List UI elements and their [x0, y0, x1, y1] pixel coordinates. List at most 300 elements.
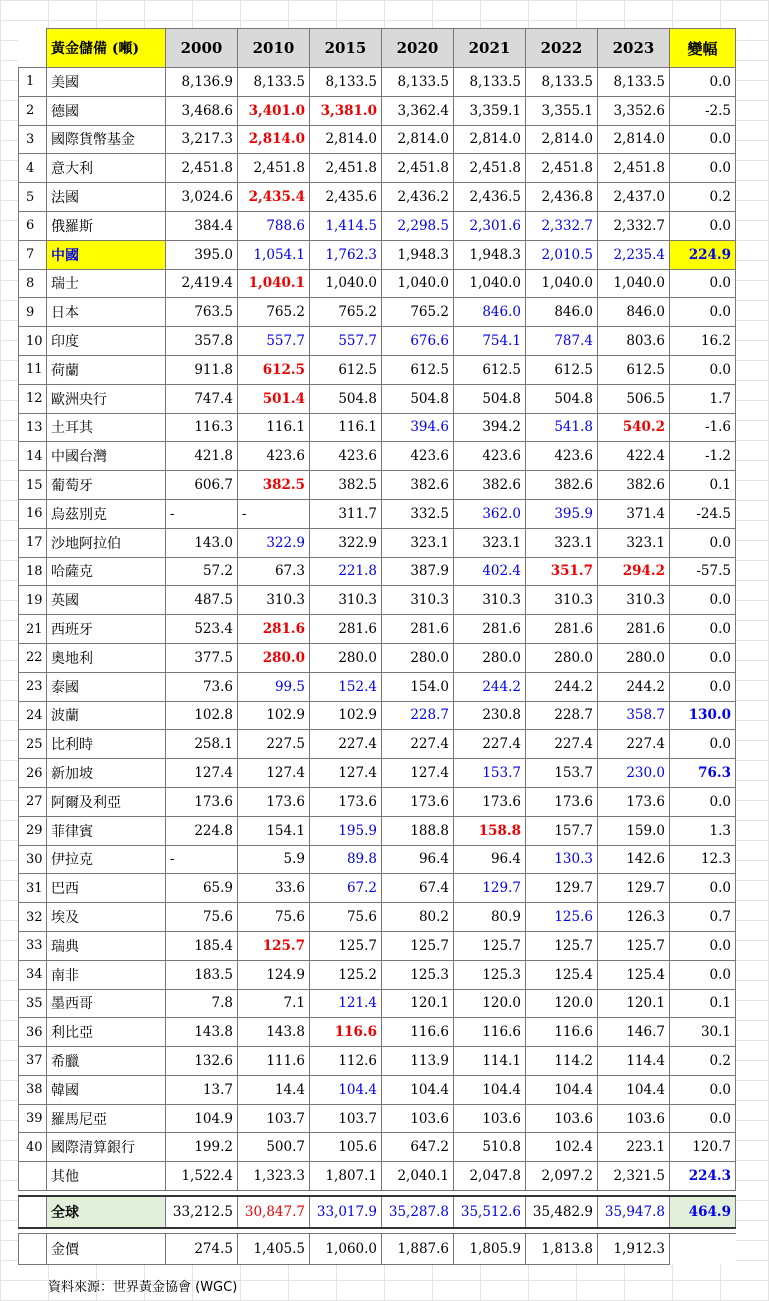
change-cell: 0.0	[670, 1104, 736, 1133]
value-cell: 2,451.8	[382, 154, 454, 183]
row-index: 34	[19, 960, 47, 989]
row-name: 金價	[47, 1234, 166, 1265]
row-name: 其他	[47, 1162, 166, 1191]
header-year: 2010	[238, 29, 310, 68]
value-cell: 423.6	[238, 442, 310, 471]
value-cell: 280.0	[454, 643, 526, 672]
value-cell: 2,435.6	[310, 183, 382, 212]
change-cell: 0.2	[670, 1047, 736, 1076]
value-cell: 102.9	[310, 701, 382, 730]
change-cell: 224.3	[670, 1162, 736, 1191]
row-index: 18	[19, 557, 47, 586]
value-cell: 104.4	[310, 1075, 382, 1104]
row-name: 中國	[47, 240, 166, 269]
value-cell: 423.6	[454, 442, 526, 471]
row-name: 奧地利	[47, 643, 166, 672]
value-cell: 103.7	[238, 1104, 310, 1133]
table-row	[19, 240, 736, 269]
value-cell: 323.1	[598, 528, 670, 557]
value-cell: 1,805.9	[454, 1234, 526, 1265]
value-cell: 73.6	[166, 672, 238, 701]
value-cell: 612.5	[310, 355, 382, 384]
value-cell: 1,040.0	[310, 269, 382, 298]
row-index: 12	[19, 384, 47, 413]
value-cell: 124.9	[238, 960, 310, 989]
value-cell: 371.4	[598, 499, 670, 528]
value-cell: 67.4	[382, 874, 454, 903]
row-name: 沙地阿拉伯	[47, 528, 166, 557]
change-cell: 76.3	[670, 759, 736, 788]
value-cell: 116.1	[238, 413, 310, 442]
row-index: 13	[19, 413, 47, 442]
row-index	[19, 1234, 47, 1265]
value-cell: 541.8	[526, 413, 598, 442]
value-cell: 394.2	[454, 413, 526, 442]
value-cell: 114.4	[598, 1047, 670, 1076]
table-row	[19, 989, 736, 1018]
change-cell: 0.1	[670, 989, 736, 1018]
value-cell: 387.9	[382, 557, 454, 586]
value-cell: 8,133.5	[598, 68, 670, 97]
value-cell: 116.1	[310, 413, 382, 442]
value-cell: 294.2	[598, 557, 670, 586]
header-title: 黃金儲備 (噸)	[47, 29, 166, 68]
value-cell: 125.3	[382, 960, 454, 989]
row-name: 美國	[47, 68, 166, 97]
table-row	[19, 154, 736, 183]
value-cell: 227.4	[454, 730, 526, 759]
value-cell: 103.7	[310, 1104, 382, 1133]
value-cell: 362.0	[454, 499, 526, 528]
value-cell: 310.3	[238, 586, 310, 615]
row-index: 38	[19, 1075, 47, 1104]
value-cell: 125.2	[310, 960, 382, 989]
row-name: 荷蘭	[47, 355, 166, 384]
value-cell: 65.9	[166, 874, 238, 903]
value-cell: 421.8	[166, 442, 238, 471]
table-row	[19, 586, 736, 615]
change-cell: 0.0	[670, 730, 736, 759]
row-index: 21	[19, 615, 47, 644]
table-row	[19, 1104, 736, 1133]
value-cell: 173.6	[454, 787, 526, 816]
change-cell: 0.7	[670, 903, 736, 932]
value-cell: 1,323.3	[238, 1162, 310, 1191]
row-index: 8	[19, 269, 47, 298]
value-cell: 2,451.8	[310, 154, 382, 183]
row-name: 羅馬尼亞	[47, 1104, 166, 1133]
value-cell: 67.2	[310, 874, 382, 903]
row-index: 22	[19, 643, 47, 672]
header-year: 2022	[526, 29, 598, 68]
table-row	[19, 557, 736, 586]
value-cell: 647.2	[382, 1133, 454, 1162]
value-cell: 3,355.1	[526, 96, 598, 125]
row-index: 33	[19, 931, 47, 960]
value-cell: 14.4	[238, 1075, 310, 1104]
value-cell: 280.0	[526, 643, 598, 672]
value-cell: 102.8	[166, 701, 238, 730]
value-cell: 120.1	[598, 989, 670, 1018]
value-cell: 244.2	[598, 672, 670, 701]
table-row	[19, 471, 736, 500]
value-cell: 280.0	[382, 643, 454, 672]
value-cell: 423.6	[382, 442, 454, 471]
value-cell: 2,451.8	[454, 154, 526, 183]
table-row	[19, 298, 736, 327]
value-cell: 199.2	[166, 1133, 238, 1162]
row-name: 歐洲央行	[47, 384, 166, 413]
value-cell: 2,332.7	[526, 211, 598, 240]
value-cell: 1,405.5	[238, 1234, 310, 1265]
change-cell: 0.0	[670, 125, 736, 154]
change-cell: 224.9	[670, 240, 736, 269]
change-cell: 1.3	[670, 816, 736, 845]
value-cell: 384.4	[166, 211, 238, 240]
value-cell: 129.7	[526, 874, 598, 903]
value-cell: 224.8	[166, 816, 238, 845]
value-cell: 8,133.5	[238, 68, 310, 97]
value-cell: 125.7	[598, 931, 670, 960]
row-name: 印度	[47, 327, 166, 356]
value-cell: 96.4	[382, 845, 454, 874]
value-cell: 188.8	[382, 816, 454, 845]
value-cell: 557.7	[310, 327, 382, 356]
value-cell: 754.1	[454, 327, 526, 356]
value-cell: 230.8	[454, 701, 526, 730]
value-cell: 281.6	[526, 615, 598, 644]
change-cell: 0.0	[670, 154, 736, 183]
value-cell: 154.1	[238, 816, 310, 845]
table-row	[19, 615, 736, 644]
change-cell: 0.0	[670, 1075, 736, 1104]
row-name: 泰國	[47, 672, 166, 701]
row-name: 全球	[47, 1196, 166, 1228]
value-cell: 129.7	[454, 874, 526, 903]
row-name: 烏茲別克	[47, 499, 166, 528]
change-cell: -24.5	[670, 499, 736, 528]
value-cell: 158.8	[454, 816, 526, 845]
value-cell: 120.0	[454, 989, 526, 1018]
table-row	[19, 759, 736, 788]
row-name: 埃及	[47, 903, 166, 932]
row-index: 1	[19, 68, 47, 97]
row-index: 36	[19, 1018, 47, 1047]
row-name: 英國	[47, 586, 166, 615]
value-cell: 173.6	[382, 787, 454, 816]
value-cell: 127.4	[310, 759, 382, 788]
value-cell: 280.0	[238, 643, 310, 672]
value-cell: 227.4	[526, 730, 598, 759]
value-cell: 1,807.1	[310, 1162, 382, 1191]
table-row	[19, 643, 736, 672]
value-cell: -	[166, 845, 238, 874]
value-cell: 846.0	[526, 298, 598, 327]
value-cell: 116.3	[166, 413, 238, 442]
table-row	[19, 845, 736, 874]
value-cell: 173.6	[238, 787, 310, 816]
value-cell: 1,040.0	[382, 269, 454, 298]
value-cell: 99.5	[238, 672, 310, 701]
value-cell: 228.7	[526, 701, 598, 730]
row-name: 新加坡	[47, 759, 166, 788]
row-index: 15	[19, 471, 47, 500]
table-row	[19, 903, 736, 932]
row-index: 10	[19, 327, 47, 356]
change-cell: 0.0	[670, 787, 736, 816]
table-row	[19, 960, 736, 989]
table-row	[19, 701, 736, 730]
value-cell: 323.1	[454, 528, 526, 557]
value-cell: 230.0	[598, 759, 670, 788]
value-cell: 395.0	[166, 240, 238, 269]
value-cell: 3,024.6	[166, 183, 238, 212]
row-index: 2	[19, 96, 47, 125]
value-cell: 2,814.0	[526, 125, 598, 154]
value-cell: 185.4	[166, 931, 238, 960]
value-cell: 310.3	[382, 586, 454, 615]
value-cell: 183.5	[166, 960, 238, 989]
value-cell: 125.7	[238, 931, 310, 960]
value-cell: 281.6	[310, 615, 382, 644]
row-name: 國際清算銀行	[47, 1133, 166, 1162]
value-cell: 510.8	[454, 1133, 526, 1162]
value-cell: 504.8	[310, 384, 382, 413]
value-cell: 173.6	[166, 787, 238, 816]
row-name: 俄羅斯	[47, 211, 166, 240]
row-name: 菲律賓	[47, 816, 166, 845]
row-name: 國際貨幣基金	[47, 125, 166, 154]
value-cell: 116.6	[382, 1018, 454, 1047]
value-cell: 75.6	[310, 903, 382, 932]
value-cell: 258.1	[166, 730, 238, 759]
value-cell: 1,948.3	[382, 240, 454, 269]
value-cell: 382.6	[598, 471, 670, 500]
value-cell: 747.4	[166, 384, 238, 413]
value-cell: 501.4	[238, 384, 310, 413]
value-cell: 3,468.6	[166, 96, 238, 125]
header-year: 2000	[166, 29, 238, 68]
row-index: 30	[19, 845, 47, 874]
value-cell: 125.7	[454, 931, 526, 960]
value-cell: 67.3	[238, 557, 310, 586]
row-name: 巴西	[47, 874, 166, 903]
row-index: 29	[19, 816, 47, 845]
value-cell: 227.4	[310, 730, 382, 759]
table-row	[19, 672, 736, 701]
value-cell: 423.6	[526, 442, 598, 471]
value-cell: -	[238, 499, 310, 528]
value-cell: 116.6	[310, 1018, 382, 1047]
value-cell: 13.7	[166, 1075, 238, 1104]
row-index: 31	[19, 874, 47, 903]
change-cell: 0.2	[670, 183, 736, 212]
value-cell: 765.2	[238, 298, 310, 327]
value-cell: 3,217.3	[166, 125, 238, 154]
value-cell: 323.1	[382, 528, 454, 557]
value-cell: 33,017.9	[310, 1196, 382, 1228]
row-index	[19, 1162, 47, 1191]
row-name: 意大利	[47, 154, 166, 183]
value-cell: 125.7	[526, 931, 598, 960]
value-cell: 1,040.0	[598, 269, 670, 298]
value-cell: 7.1	[238, 989, 310, 1018]
value-cell: 221.8	[310, 557, 382, 586]
value-cell: 1,912.3	[598, 1234, 670, 1265]
value-cell: 125.7	[382, 931, 454, 960]
table-row	[19, 442, 736, 471]
table-row	[19, 816, 736, 845]
row-index: 11	[19, 355, 47, 384]
value-cell: 146.7	[598, 1018, 670, 1047]
value-cell: 121.4	[310, 989, 382, 1018]
value-cell: 394.6	[382, 413, 454, 442]
value-cell: 102.4	[526, 1133, 598, 1162]
value-cell: 280.0	[598, 643, 670, 672]
value-cell: 382.5	[238, 471, 310, 500]
row-index: 27	[19, 787, 47, 816]
change-cell: 0.0	[670, 643, 736, 672]
value-cell: 173.6	[310, 787, 382, 816]
value-cell: 132.6	[166, 1047, 238, 1076]
row-name: 瑞典	[47, 931, 166, 960]
row-name: 韓國	[47, 1075, 166, 1104]
row-index: 37	[19, 1047, 47, 1076]
value-cell: 3,381.0	[310, 96, 382, 125]
value-cell: 2,435.4	[238, 183, 310, 212]
header-year: 2020	[382, 29, 454, 68]
value-cell: 127.4	[238, 759, 310, 788]
value-cell: 612.5	[598, 355, 670, 384]
value-cell: 332.5	[382, 499, 454, 528]
value-cell: 1,040.0	[454, 269, 526, 298]
table-row	[19, 499, 736, 528]
table-row	[19, 413, 736, 442]
value-cell: 3,401.0	[238, 96, 310, 125]
row-name: 利比亞	[47, 1018, 166, 1047]
row-name: 西班牙	[47, 615, 166, 644]
value-cell: 96.4	[454, 845, 526, 874]
value-cell: 114.1	[454, 1047, 526, 1076]
value-cell: 157.7	[526, 816, 598, 845]
value-cell: 382.6	[526, 471, 598, 500]
empty-cell	[670, 1234, 736, 1265]
value-cell: 125.7	[310, 931, 382, 960]
value-cell: 606.7	[166, 471, 238, 500]
row-index: 25	[19, 730, 47, 759]
value-cell: 2,419.4	[166, 269, 238, 298]
change-cell: 0.0	[670, 355, 736, 384]
value-cell: 612.5	[454, 355, 526, 384]
value-cell: 382.6	[382, 471, 454, 500]
row-index: 32	[19, 903, 47, 932]
row-name: 比利時	[47, 730, 166, 759]
value-cell: 8,133.5	[526, 68, 598, 97]
row-index: 19	[19, 586, 47, 615]
row-name: 伊拉克	[47, 845, 166, 874]
row-index	[19, 1196, 47, 1228]
value-cell: 2,437.0	[598, 183, 670, 212]
value-cell: -	[166, 499, 238, 528]
value-cell: 35,512.6	[454, 1196, 526, 1228]
row-name: 日本	[47, 298, 166, 327]
value-cell: 422.4	[598, 442, 670, 471]
value-cell: 504.8	[526, 384, 598, 413]
value-cell: 103.6	[598, 1104, 670, 1133]
value-cell: 1,522.4	[166, 1162, 238, 1191]
change-cell: 464.9	[670, 1196, 736, 1228]
value-cell: 2,436.8	[526, 183, 598, 212]
value-cell: 382.6	[454, 471, 526, 500]
change-cell: -57.5	[670, 557, 736, 586]
value-cell: 323.1	[526, 528, 598, 557]
value-cell: 5.9	[238, 845, 310, 874]
change-cell: 0.0	[670, 298, 736, 327]
value-cell: 377.5	[166, 643, 238, 672]
value-cell: 2,040.1	[382, 1162, 454, 1191]
value-cell: 351.7	[526, 557, 598, 586]
value-cell: 227.4	[598, 730, 670, 759]
value-cell: 143.8	[166, 1018, 238, 1047]
table-body	[19, 68, 736, 1265]
row-name: 土耳其	[47, 413, 166, 442]
value-cell: 33,212.5	[166, 1196, 238, 1228]
row-index: 6	[19, 211, 47, 240]
value-cell: 173.6	[598, 787, 670, 816]
value-cell: 2,047.8	[454, 1162, 526, 1191]
table-row	[19, 269, 736, 298]
value-cell: 143.0	[166, 528, 238, 557]
header-year: 2023	[598, 29, 670, 68]
value-cell: 3,359.1	[454, 96, 526, 125]
value-cell: 129.7	[598, 874, 670, 903]
value-cell: 223.1	[598, 1133, 670, 1162]
change-cell: 0.0	[670, 68, 736, 97]
value-cell: 846.0	[454, 298, 526, 327]
value-cell: 104.9	[166, 1104, 238, 1133]
value-cell: 487.5	[166, 586, 238, 615]
row-name: 阿爾及利亞	[47, 787, 166, 816]
header-year: 2021	[454, 29, 526, 68]
value-cell: 3,362.4	[382, 96, 454, 125]
value-cell: 80.9	[454, 903, 526, 932]
value-cell: 104.4	[598, 1075, 670, 1104]
table-row	[19, 1162, 736, 1191]
change-cell: 0.0	[670, 672, 736, 701]
table-row	[19, 327, 736, 356]
value-cell: 244.2	[454, 672, 526, 701]
table-row	[19, 730, 736, 759]
value-cell: 120.0	[526, 989, 598, 1018]
value-cell: 2,436.2	[382, 183, 454, 212]
price-row	[19, 1234, 736, 1265]
row-index: 3	[19, 125, 47, 154]
value-cell: 7.8	[166, 989, 238, 1018]
value-cell: 358.7	[598, 701, 670, 730]
table-row	[19, 68, 736, 97]
value-cell: 846.0	[598, 298, 670, 327]
value-cell: 676.6	[382, 327, 454, 356]
value-cell: 35,947.8	[598, 1196, 670, 1228]
table-row	[19, 125, 736, 154]
value-cell: 357.8	[166, 327, 238, 356]
value-cell: 227.5	[238, 730, 310, 759]
change-cell: -2.5	[670, 96, 736, 125]
value-cell: 103.6	[526, 1104, 598, 1133]
value-cell: 310.3	[310, 586, 382, 615]
row-index: 17	[19, 528, 47, 557]
value-cell: 281.6	[598, 615, 670, 644]
